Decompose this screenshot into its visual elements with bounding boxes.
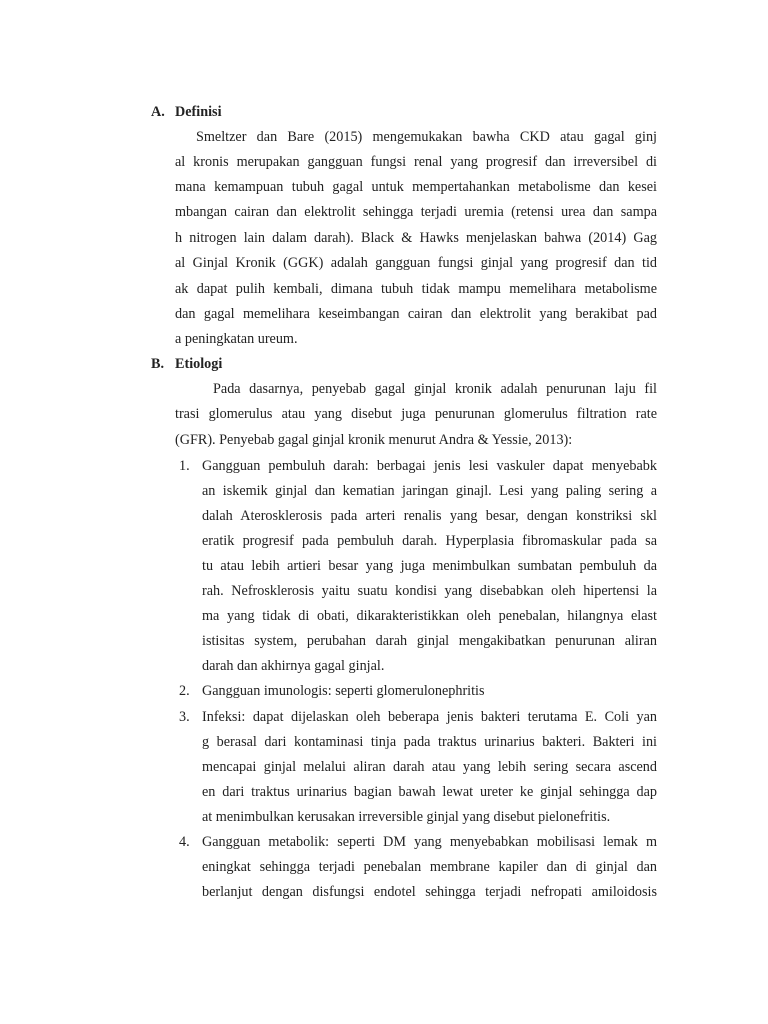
paragraph-line: (GFR). Penyebab gagal ginjal kronik menurut Andra & Yessie, 2013): [175, 432, 573, 448]
section-a-title: Definisi [175, 104, 222, 120]
paragraph-line: a peningkatan ureum. [175, 331, 298, 347]
list-item-line: rah. Nefrosklerosis yaitu suatu kondisi yang disebabkan oleh hipertensi la [202, 583, 657, 599]
list-item-number: 3. [179, 709, 190, 725]
list-item-line: berlanjut dengan disfungsi endotel sehingga terjadi nefropati amiloidosis [202, 884, 657, 900]
list-item-line: eratik progresif pada pembuluh darah. Hyperplasia fibromaskular pada sa [202, 533, 657, 549]
list-item-number: 2. [179, 683, 190, 699]
list-item-line: en dari traktus urinarius bagian bawah lewat ureter ke ginjal sehingga dap [202, 784, 657, 800]
list-item-line: Infeksi: dapat dijelaskan oleh beberapa jenis bakteri terutama E. Coli yan [202, 709, 657, 725]
paragraph-line: Pada dasarnya, penyebab gagal ginjal kronik adalah penurunan laju fil [213, 381, 657, 397]
list-item-line: ma yang tidak di obati, dikarakteristikkan oleh penebalan, hilangnya elast [202, 608, 657, 624]
list-item-line: g berasal dari kontaminasi tinja pada traktus urinarius bakteri. Bakteri ini [202, 734, 657, 750]
paragraph-line: h nitrogen lain dalam darah). Black & Hawks menjelaskan bahwa (2014) Gag [175, 230, 657, 246]
list-item-line: eningkat sehingga terjadi penebalan membrane kapiler dan di ginjal dan [202, 859, 657, 875]
list-item-line: dalah Aterosklerosis pada arteri renalis yang besar, dengan konstriksi skl [202, 508, 657, 524]
paragraph-line: al Ginjal Kronik (GGK) adalah gangguan fungsi ginjal yang progresif dan tid [175, 255, 657, 271]
list-item-line: mencapai ginjal melalui aliran darah atau yang lebih sering secara ascend [202, 759, 657, 775]
paragraph-line: dan gagal memelihara keseimbangan cairan dan elektrolit yang berakibat pad [175, 306, 657, 322]
paragraph-line: mana kemampuan tubuh gagal untuk mempertahankan metabolisme dan kesei [175, 179, 657, 195]
list-item-line: istisitas system, perubahan darah ginjal mengakibatkan penurunan aliran [202, 633, 657, 649]
section-b-letter: B. [151, 356, 165, 372]
paragraph-line: ak dapat pulih kembali, dimana tubuh tidak mampu memelihara metabolisme [175, 281, 657, 297]
list-item-line: Gangguan pembuluh darah: berbagai jenis lesi vaskuler dapat menyebabk [202, 458, 657, 474]
list-item-line: darah dan akhirnya gagal ginjal. [202, 658, 385, 674]
list-item-line: Gangguan metabolik: seperti DM yang menyebabkan mobilisasi lemak m [202, 834, 657, 850]
list-item-line: at menimbulkan kerusakan irreversible ginjal yang disebut pielonefritis. [202, 809, 611, 825]
paragraph-line: mbangan cairan dan elektrolit sehingga terjadi uremia (retensi urea dan sampa [175, 204, 657, 220]
list-item-line: Gangguan imunologis: seperti glomerulonephritis [202, 683, 485, 699]
paragraph-line: trasi glomerulus atau yang disebut juga penurunan glomerulus filtration rate [175, 406, 657, 422]
list-item-number: 1. [179, 458, 190, 474]
paragraph-line: Smeltzer dan Bare (2015) mengemukakan bawha CKD atau gagal ginj [196, 129, 657, 145]
list-item-line: an iskemik ginjal dan kematian jaringan ginajl. Lesi yang paling sering a [202, 483, 657, 499]
section-a-letter: A. [151, 104, 165, 120]
paragraph-line: al kronis merupakan gangguan fungsi renal yang progresif dan irreversibel di [175, 154, 657, 170]
section-b-title: Etiologi [175, 356, 223, 372]
list-item-number: 4. [179, 834, 190, 850]
list-item-line: tu atau lebih artieri besar yang juga menimbulkan sumbatan pembuluh da [202, 558, 657, 574]
